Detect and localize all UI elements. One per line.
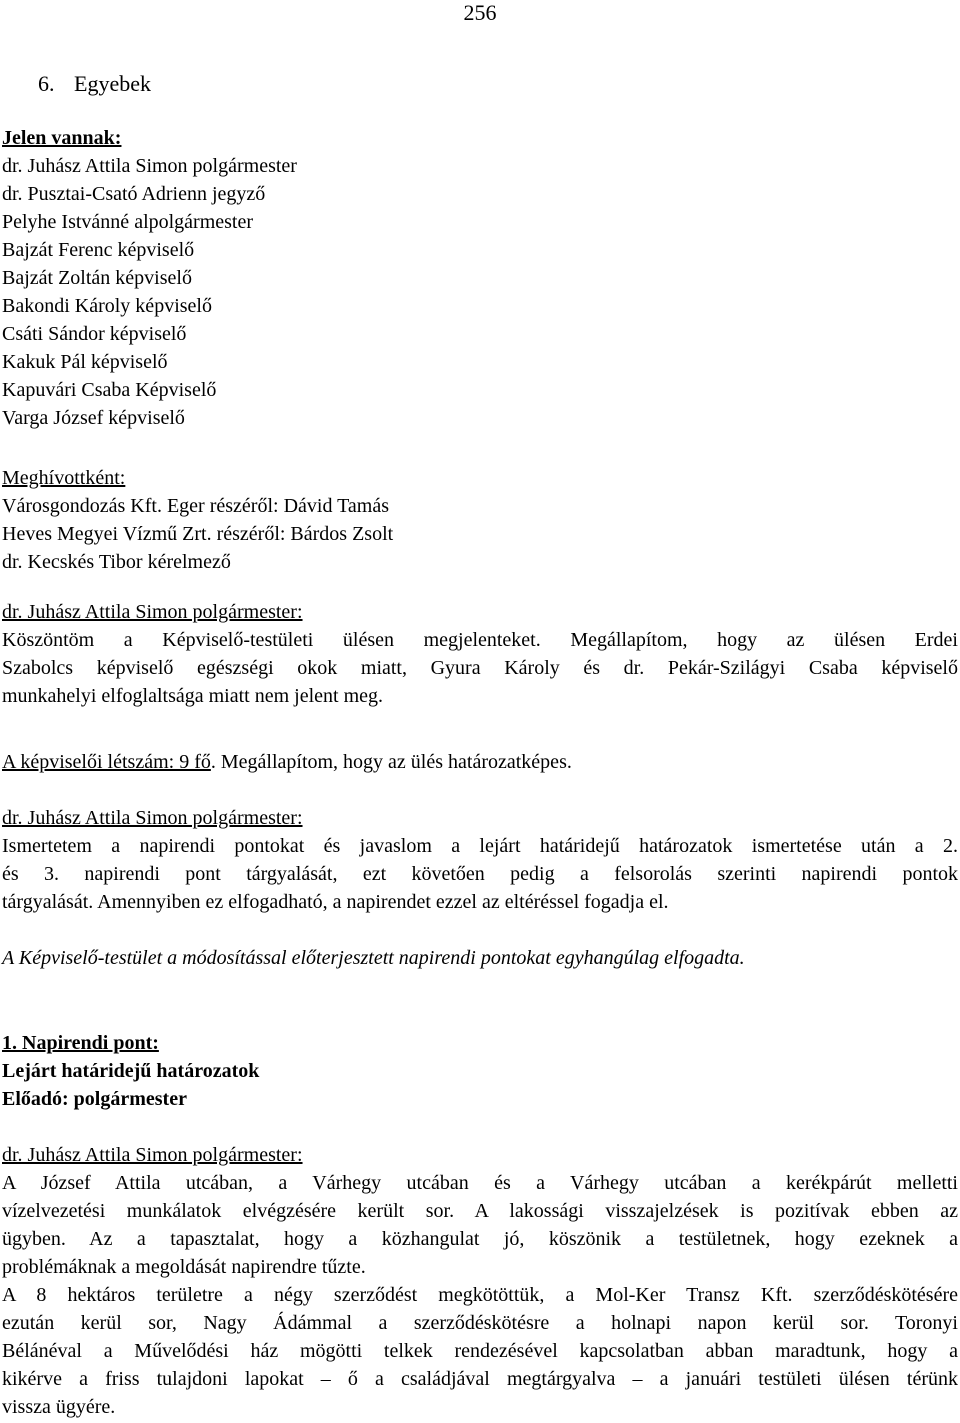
resolution: A Képviselő-testület a módosítással előterjesztett napirendi pontokat egyhangúlag elfogadta. — [2, 947, 745, 969]
present-member: dr. Juhász Attila Simon polgármester — [2, 155, 297, 177]
invited-block — [2, 464, 958, 576]
invited-member: Heves Megyei Vízmű Zrt. részéről: Bárdos Zsolt — [2, 523, 394, 545]
speech-1 — [2, 598, 958, 710]
speech-line: Bélánéval a Művelődési ház mögötti telkek rendezésével kapcsolatban abban maradtunk, hogy a — [2, 1340, 958, 1362]
present-member: Bajzát Ferenc képviselő — [2, 239, 195, 261]
speech-line: ezután kerül sor, Nagy Ádámmal a szerződéskötésre a holnapi napon kerül sor. Toronyi — [2, 1312, 958, 1334]
present-member: Csáti Sándor képviselő — [2, 323, 187, 345]
section-heading — [38, 70, 151, 98]
agenda-item — [2, 1029, 958, 1113]
present-member: Varga József képviselő — [2, 407, 185, 429]
present-member: Kakuk Pál képviselő — [2, 351, 168, 373]
speech-line: A József Attila utcában, a Várhegy utcában és a Várhegy utcában a kerékpárút melletti — [2, 1172, 958, 1194]
speech-line: vízelvezetési munkálatok elvégzésére került sor. A lakossági visszajelzések is pozitívak ebben az — [2, 1200, 958, 1222]
speaker-label: dr. Juhász Attila Simon polgármester: — [2, 601, 303, 623]
present-member: Pelyhe Istvánné alpolgármester — [2, 211, 254, 233]
speech-line: Ismertetem a napirendi pontokat és javaslom a lejárt határidejű határozatok ismertetése után a 2. — [2, 835, 958, 857]
present-block — [2, 124, 958, 432]
page-number: 256 — [463, 0, 497, 25]
speech-line: A 8 hektáros területre a négy szerződést megkötöttük, a Mol-Ker Transz Kft. szerződéskötésére — [2, 1284, 958, 1306]
present-member: Kapuvári Csaba Képviselő — [2, 379, 217, 401]
speech-line: problémáknak a megoldását napirendre tűzte. — [2, 1256, 366, 1278]
speech-3 — [2, 1141, 958, 1421]
present-member: Bakondi Károly képviselő — [2, 295, 212, 317]
present-member: dr. Pusztai-Csató Adrienn jegyző — [2, 183, 266, 205]
speech-line: munkahelyi elfoglaltsága miatt nem jelent meg. — [2, 685, 383, 707]
speech-2 — [2, 804, 958, 916]
invited-heading: Meghívottként: — [2, 467, 126, 489]
invited-member: Városgondozás Kft. Eger részéről: Dávid Tamás — [2, 495, 389, 517]
speech-line: ügyben. Az a tapasztalat, hogy a közhangulat jó, köszönik a testületnek, hogy ezeknek a — [2, 1228, 958, 1250]
speaker-label: dr. Juhász Attila Simon polgármester: — [2, 807, 303, 829]
agenda-title: Lejárt határidejű határozatok — [2, 1060, 260, 1082]
speech-line: és 3. napirendi pont tárgyalását, ezt követően pedig a felsorolás szerinti napirendi pontok — [2, 863, 958, 885]
quorum-count: A képviselői létszám: 9 fő — [2, 751, 211, 773]
speaker-label: dr. Juhász Attila Simon polgármester: — [2, 1144, 303, 1166]
quorum-statement: . Megállapítom, hogy az ülés határozatképes. — [210, 751, 572, 773]
agenda-presenter: Előadó: polgármester — [2, 1088, 187, 1110]
present-member: Bajzát Zoltán képviselő — [2, 267, 192, 289]
invited-member: dr. Kecskés Tibor kérelmező — [2, 551, 231, 573]
quorum-line — [2, 748, 958, 776]
agenda-heading: 1. Napirendi pont: — [2, 1032, 159, 1054]
speech-line: Szabolcs képviselő egészségi okok miatt, Gyura Károly és dr. Pekár-Szilágyi Csaba képviselő — [2, 657, 958, 679]
speech-line: vissza ügyére. — [2, 1396, 116, 1418]
speech-line: tárgyalását. Amennyiben ez elfogadható, a napirendet ezzel az eltéréssel fogadja el. — [2, 891, 669, 913]
speech-line: kikérve a friss tulajdoni lapokat – ő a családjával megtárgyalva – a januári testületi ülésen térünk — [2, 1368, 958, 1390]
section-number: 6. — [38, 71, 55, 96]
present-heading: Jelen vannak: — [2, 127, 122, 149]
section-title: Egyebek — [74, 71, 151, 96]
speech-line: Köszöntöm a Képviselő-testületi ülésen megjelenteket. Megállapítom, hogy az ülésen Erdei — [2, 629, 958, 651]
